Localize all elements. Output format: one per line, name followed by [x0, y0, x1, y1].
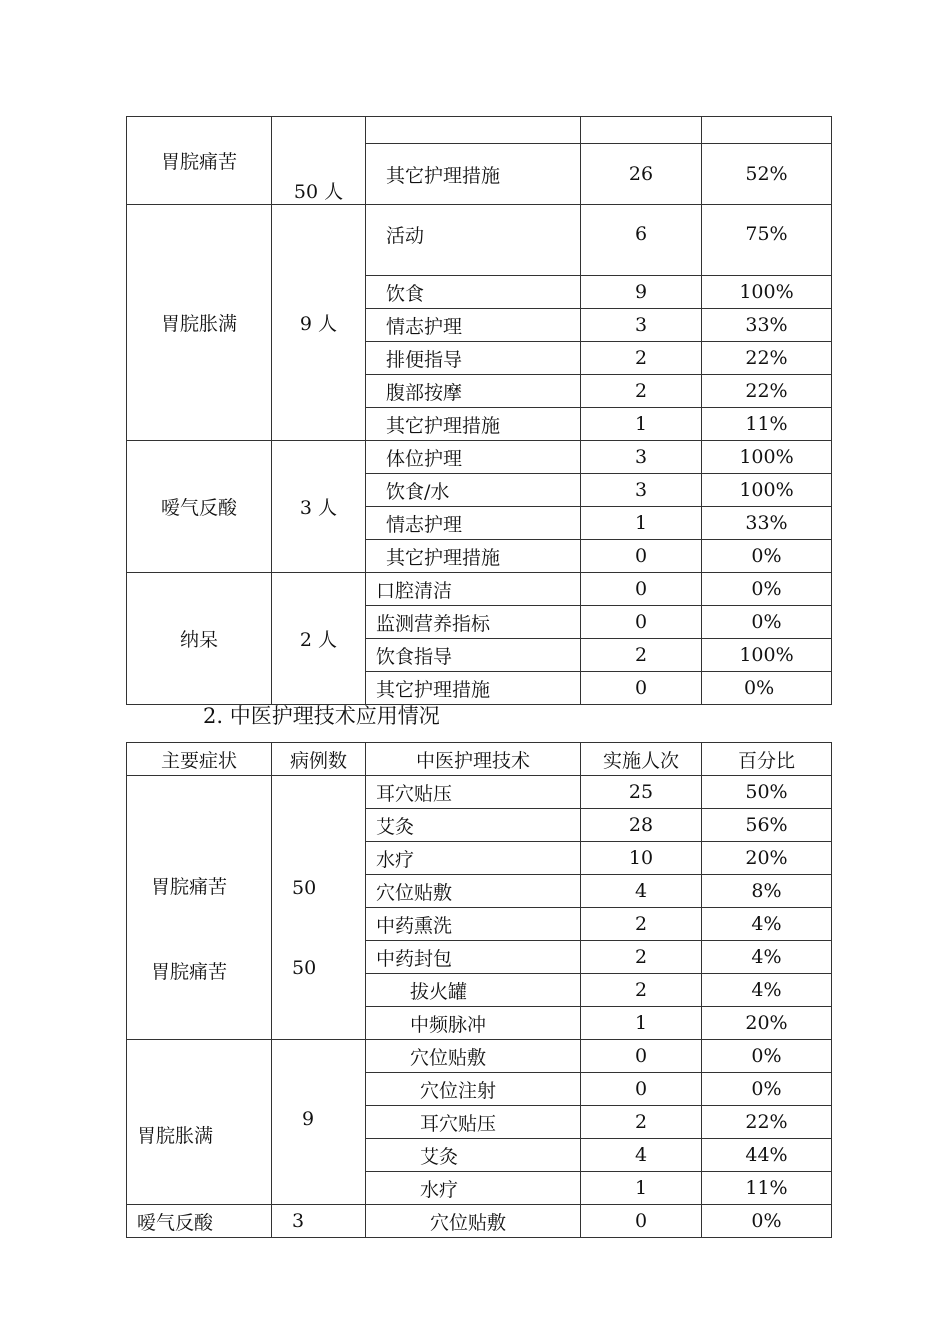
percent-cell: 33%	[702, 507, 832, 540]
percent-cell: 22%	[702, 1106, 832, 1139]
percent-cell: 0%	[702, 1073, 832, 1106]
percent-cell: 100%	[702, 276, 832, 309]
header-technique: 中医护理技术	[366, 743, 581, 776]
times-cell: 9	[581, 276, 702, 309]
symptom-label: 胃脘痛苦	[150, 960, 227, 983]
count-label: 50	[292, 876, 317, 899]
times-cell: 2	[581, 1106, 702, 1139]
technique-cell: 拔火罐	[366, 974, 581, 1007]
percent-cell: 50%	[702, 776, 832, 809]
tcm-techniques-table	[126, 742, 832, 1238]
percent-cell: 4%	[702, 974, 832, 1007]
percent-cell: 22%	[702, 375, 832, 408]
count-cell	[272, 776, 366, 1040]
times-cell	[581, 117, 702, 144]
percent-cell: 11%	[702, 408, 832, 441]
count-cell: 3	[272, 1205, 366, 1238]
measure-cell: 排便指导	[366, 342, 581, 375]
times-cell: 2	[581, 375, 702, 408]
times-cell: 1	[581, 408, 702, 441]
table-row	[127, 205, 832, 276]
symptom-cell	[127, 776, 272, 1040]
percent-cell: 0%	[702, 1040, 832, 1073]
nursing-measures-table	[126, 116, 832, 705]
percent-cell: 75%	[702, 205, 832, 276]
measure-cell: 情志护理	[366, 309, 581, 342]
technique-cell: 耳穴贴压	[366, 776, 581, 809]
symptom-cell: 胃脘胀满	[127, 205, 272, 441]
measure-cell: 其它护理措施	[366, 144, 581, 205]
technique-cell: 艾灸	[366, 809, 581, 842]
times-cell: 0	[581, 1205, 702, 1238]
measure-cell: 其它护理措施	[366, 540, 581, 573]
times-cell: 4	[581, 875, 702, 908]
percent-cell: 4%	[702, 908, 832, 941]
measure-cell: 活动	[366, 205, 581, 276]
times-cell: 4	[581, 1139, 702, 1172]
symptom-cell: 纳呆	[127, 573, 272, 705]
times-cell: 6	[581, 205, 702, 276]
header-times: 实施人次	[581, 743, 702, 776]
symptom-cell: 胃脘胀满	[127, 1040, 272, 1205]
times-cell: 0	[581, 1040, 702, 1073]
measure-cell: 饮食指导	[366, 639, 581, 672]
table-header-row	[127, 743, 832, 776]
percent-cell: 0%	[702, 573, 832, 606]
technique-cell: 中药熏洗	[366, 908, 581, 941]
count-cell: 9 人	[272, 205, 366, 441]
percent-cell: 44%	[702, 1139, 832, 1172]
table-row	[127, 776, 832, 809]
percent-cell	[702, 117, 832, 144]
technique-cell: 穴位贴敷	[366, 1040, 581, 1073]
percent-cell: 100%	[702, 441, 832, 474]
section-heading: 2. 中医护理技术应用情况	[203, 704, 440, 728]
percent-cell: 52%	[702, 144, 832, 205]
times-cell: 0	[581, 672, 702, 705]
technique-cell: 艾灸	[366, 1139, 581, 1172]
table-row	[127, 441, 832, 474]
symptom-cell: 胃脘痛苦	[127, 117, 272, 205]
count-cell: 50 人	[272, 117, 366, 205]
header-percent: 百分比	[702, 743, 832, 776]
technique-cell: 穴位贴敷	[366, 1205, 581, 1238]
measure-cell: 腹部按摩	[366, 375, 581, 408]
measure-cell: 监测营养指标	[366, 606, 581, 639]
times-cell: 10	[581, 842, 702, 875]
technique-cell: 穴位贴敷	[366, 875, 581, 908]
percent-cell: 0%	[702, 540, 832, 573]
measure-cell: 饮食	[366, 276, 581, 309]
times-cell: 26	[581, 144, 702, 205]
measure-cell: 情志护理	[366, 507, 581, 540]
measure-cell: 其它护理措施	[366, 672, 581, 705]
times-cell: 25	[581, 776, 702, 809]
times-cell: 1	[581, 1007, 702, 1040]
percent-cell: 20%	[702, 842, 832, 875]
count-cell: 2 人	[272, 573, 366, 705]
percent-cell: 56%	[702, 809, 832, 842]
percent-cell: 8%	[702, 875, 832, 908]
times-cell: 3	[581, 474, 702, 507]
times-cell: 2	[581, 974, 702, 1007]
times-cell: 28	[581, 809, 702, 842]
technique-cell: 耳穴贴压	[366, 1106, 581, 1139]
table-row	[127, 1040, 832, 1073]
count-cell: 3 人	[272, 441, 366, 573]
percent-cell: 11%	[702, 1172, 832, 1205]
times-cell: 1	[581, 1172, 702, 1205]
measure-cell: 口腔清洁	[366, 573, 581, 606]
table-row	[127, 573, 832, 606]
measure-cell: 体位护理	[366, 441, 581, 474]
table-row	[127, 117, 832, 144]
table-row	[127, 1205, 832, 1238]
percent-cell: 33%	[702, 309, 832, 342]
percent-cell: 0%	[702, 1205, 832, 1238]
times-cell: 2	[581, 639, 702, 672]
technique-cell: 中频脉冲	[366, 1007, 581, 1040]
percent-cell: 0%	[702, 606, 832, 639]
measure-cell	[366, 117, 581, 144]
percent-cell: 100%	[702, 474, 832, 507]
technique-cell: 水疗	[366, 1172, 581, 1205]
times-cell: 2	[581, 342, 702, 375]
times-cell: 3	[581, 309, 702, 342]
percent-cell: 100%	[702, 639, 832, 672]
times-cell: 2	[581, 941, 702, 974]
percent-cell: 0%	[702, 672, 832, 705]
count-label: 50	[292, 956, 317, 979]
times-cell: 3	[581, 441, 702, 474]
measure-cell: 其它护理措施	[366, 408, 581, 441]
technique-cell: 中药封包	[366, 941, 581, 974]
times-cell: 0	[581, 606, 702, 639]
header-symptom: 主要症状	[127, 743, 272, 776]
percent-cell: 22%	[702, 342, 832, 375]
times-cell: 2	[581, 908, 702, 941]
times-cell: 0	[581, 1073, 702, 1106]
header-case-count: 病例数	[272, 743, 366, 776]
percent-cell: 4%	[702, 941, 832, 974]
count-cell: 9	[272, 1040, 366, 1205]
symptom-cell: 嗳气反酸	[127, 441, 272, 573]
symptom-label: 胃脘痛苦	[150, 875, 227, 898]
times-cell: 0	[581, 573, 702, 606]
measure-cell: 饮食/水	[366, 474, 581, 507]
symptom-cell: 嗳气反酸	[127, 1205, 272, 1238]
times-cell: 0	[581, 540, 702, 573]
times-cell: 1	[581, 507, 702, 540]
technique-cell: 水疗	[366, 842, 581, 875]
technique-cell: 穴位注射	[366, 1073, 581, 1106]
percent-cell: 20%	[702, 1007, 832, 1040]
